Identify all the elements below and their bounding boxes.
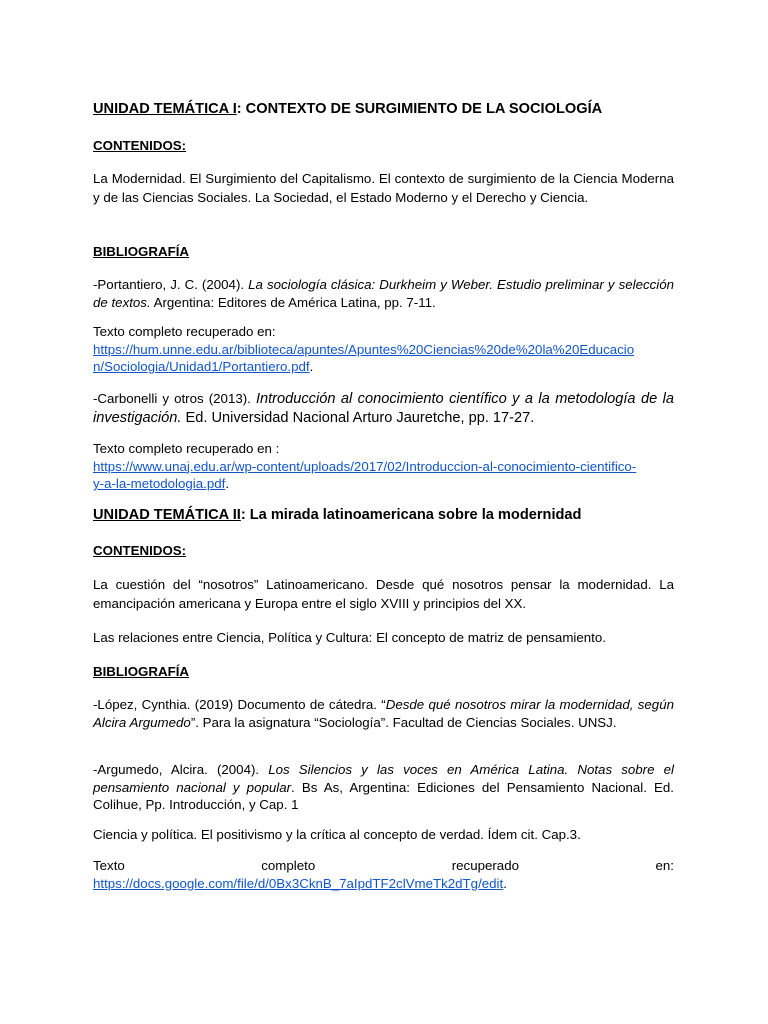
unit2-reference-argumedo	[93, 761, 674, 814]
ref-suffix: Ed. Universidad Nacional Arturo Jauretche, pp. 17-27.	[181, 410, 535, 426]
ref-suffix: . Bs As, Argentina: Ediciones del Pensamiento Nacional. Ed. Colihue, Pp. Introducción, y Cap. 1	[93, 779, 674, 812]
unit2-reference-lopez	[93, 696, 674, 731]
fulltext-word: Texto	[93, 858, 125, 873]
unit2-title	[93, 506, 674, 524]
ref-suffix: ”. Para la asignatura “Sociología”. Facultad de Ciencias Sociales. UNSJ.	[190, 714, 617, 730]
ref-prefix: -Portantiero, J. C. (2004).	[93, 277, 249, 292]
unit1-reference-portantiero	[93, 276, 674, 311]
unit2-title-underlined: UNIDAD TEMÁTICA II	[93, 507, 241, 523]
fulltext-label: Texto completo recuperado en:	[93, 324, 276, 339]
unit1-contents-label: CONTENIDOS:	[93, 138, 187, 153]
portantiero-pdf-link[interactable]: https://hum.unne.edu.ar/biblioteca/apuntes/Apuntes%20Ciencias%20de%20la%20Educacio	[93, 341, 635, 357]
unit2-contents-label: CONTENIDOS:	[93, 543, 187, 558]
fulltext-word: completo	[261, 858, 316, 873]
unit2-reference-cap3: Ciencia y política. El positivismo y la crítica al concepto de verdad. Ídem cit. Cap.3.	[93, 827, 581, 842]
ref-prefix: -Argumedo, Alcira. (2004).	[93, 762, 269, 777]
unaj-pdf-link-cont[interactable]: y-a-la-metodologia.pdf	[93, 476, 226, 491]
unit2-fulltext-link	[93, 857, 674, 892]
link-end-period: .	[309, 359, 314, 374]
ref-title: Los Silencios y las voces en América Latina. Notas sobre el pensamiento nacional y popular	[93, 762, 674, 795]
ref-title: Introducción al conocimiento científico y a la metodología de la investigación.	[93, 391, 675, 426]
unit1-fulltext-link-1	[93, 323, 674, 376]
link-end-period: .	[225, 476, 230, 491]
fulltext-word: recuperado	[451, 858, 519, 873]
ref-prefix: -Carbonelli y otros (2013).	[93, 391, 256, 406]
unit2-contents-text-2: Las relaciones entre Ciencia, Política y Cultura: El concepto de matriz de pensamiento.	[93, 630, 606, 645]
fulltext-label: Texto completo recuperado en :	[93, 441, 280, 456]
unit1-title-rest: : CONTEXTO DE SURGIMIENTO DE LA SOCIOLOGÍA	[236, 101, 603, 117]
portantiero-pdf-link-cont[interactable]: n/Sociologia/Unidad1/Portantiero.pdf	[93, 359, 310, 374]
link-end-period: .	[503, 875, 507, 891]
ref-title: La sociología clásica: Durkheim y Weber. Estudio preliminar y selección de textos.	[93, 277, 675, 310]
unit1-reference-carbonelli	[93, 389, 674, 428]
unit1-contents-text: La Modernidad. El Surgimiento del Capitalismo. El contexto de surgimiento de la Ciencia Moderna y de las Ciencias Sociales. La Sociedad, el Estado Moderno y el Derecho y Ciencia.	[93, 171, 674, 206]
unit2-contents-text-1: La cuestión del “nosotros” Latinoamericano. Desde qué nosotros pensar la modernidad. La emancipación americana y Europa entre el siglo XVIII y principios del XX.	[93, 577, 674, 612]
unit2-title-rest: : La mirada latinoamericana sobre la modernidad	[240, 507, 582, 523]
google-docs-link[interactable]: https://docs.google.com/file/d/0Bx3CknB_7aIpdTF2clVmeTk2dTg/edit	[93, 875, 504, 891]
ref-prefix: -López, Cynthia. (2019) Documento de cátedra. “	[93, 697, 386, 712]
unit1-bibliography-label: BIBLIOGRAFÍA	[93, 244, 190, 259]
unit1-title	[93, 100, 674, 118]
unit2-bibliography-label: BIBLIOGRAFÍA	[93, 664, 190, 679]
fulltext-word: en:	[655, 858, 674, 873]
ref-suffix: Argentina: Editores de América Latina, pp. 7-11.	[150, 294, 436, 310]
ref-title: Desde qué nosotros mirar la modernidad, según Alcira Argumedo	[93, 697, 674, 730]
unaj-pdf-link[interactable]: https://www.unaj.edu.ar/wp-content/uploads/2017/02/Introduccion-al-conocimiento-cientifico-	[93, 458, 637, 474]
unit1-fulltext-link-2	[93, 440, 674, 493]
unit1-title-underlined: UNIDAD TEMÁTICA I	[93, 101, 237, 117]
